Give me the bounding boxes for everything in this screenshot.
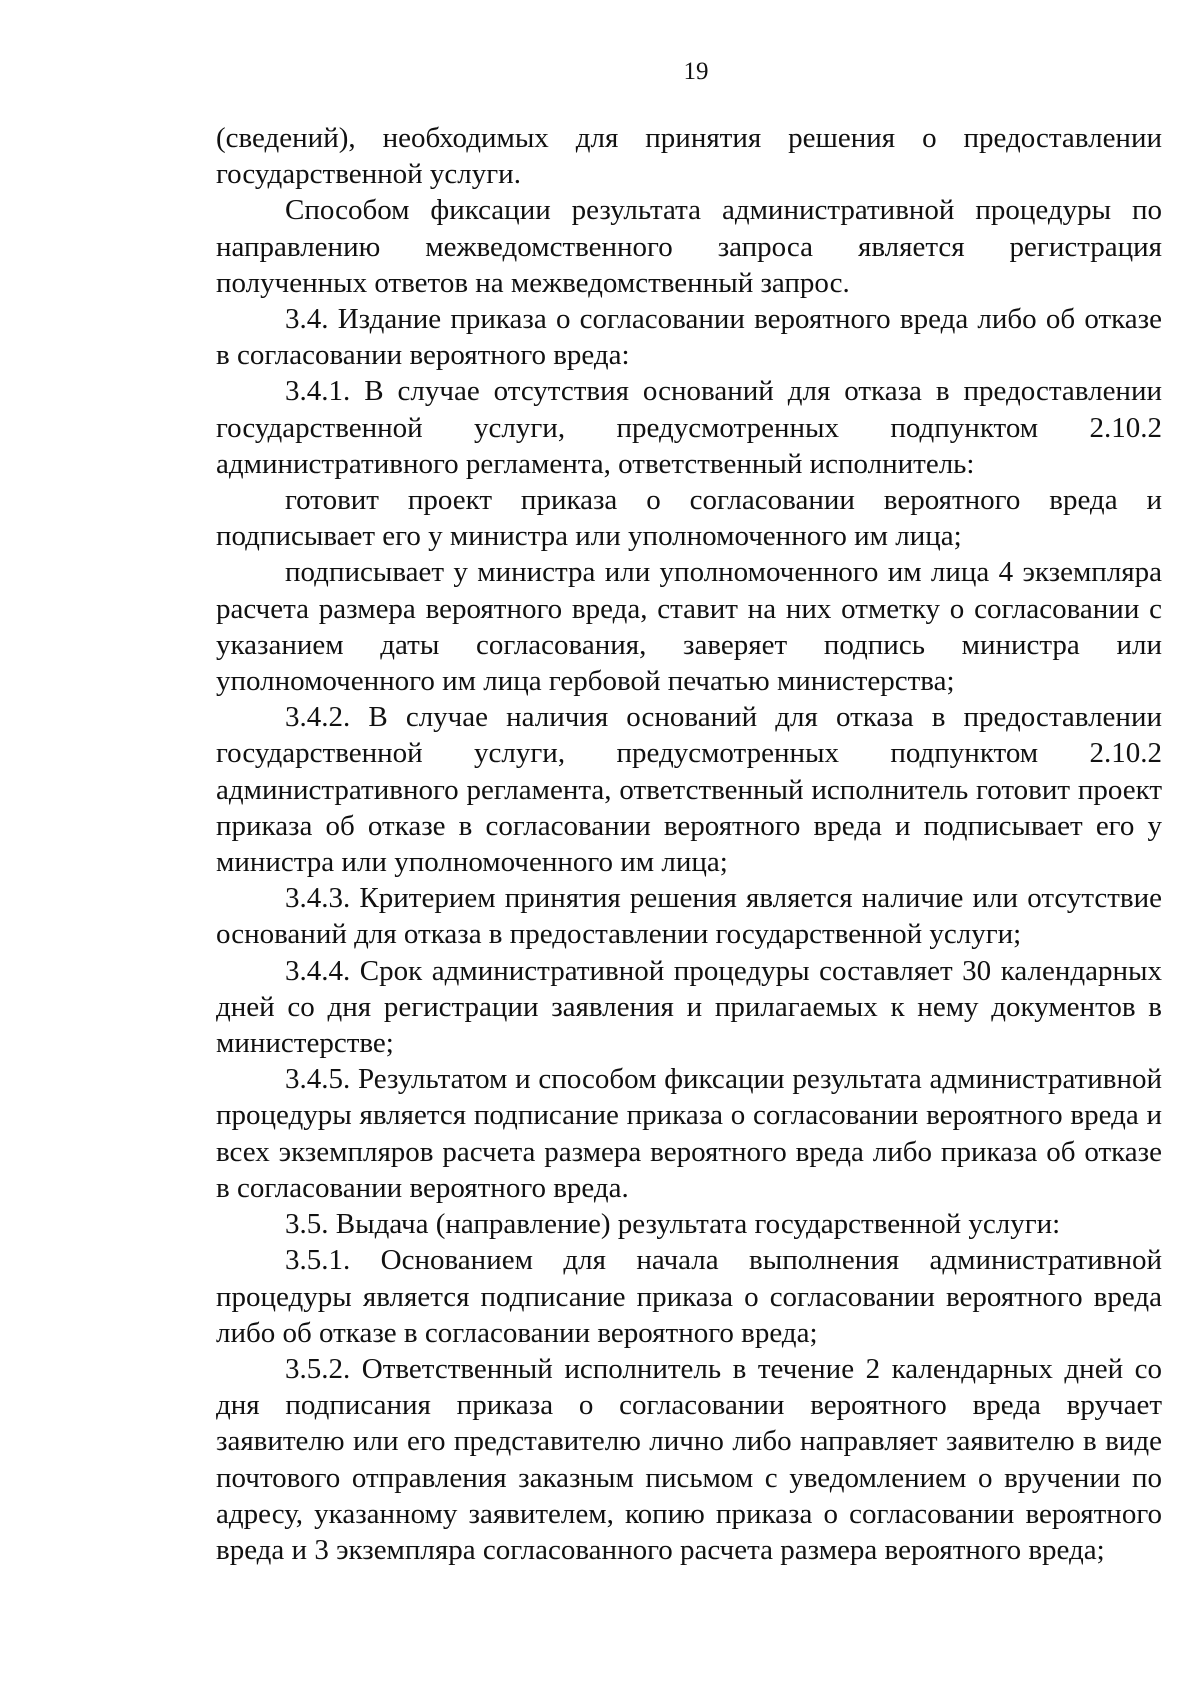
paragraph: подписывает у министра или уполномоченного им лица 4 экземпляра расчета размера вероятного вреда, ставит на них отметку о согласовании с указанием даты согласования, заверяет подпись министра или уполномоченного им лица гербовой печатью министерства; — [216, 556, 1162, 698]
paragraph: 3.4.2. В случае наличия оснований для отказа в предоставлении государственной услуги, предусмотренных подпунктом 2.10.2 административного регламента, ответственный исполнитель готовит проект приказа об отказе в согласовании вероятного вреда и подписывает его у министра или уполномоченного им лица; — [216, 701, 1162, 879]
paragraph: 3.5.1. Основанием для начала выполнения административной процедуры является подписание приказа о согласовании вероятного вреда либо об отказе в согласовании вероятного вреда; — [216, 1244, 1162, 1349]
paragraph: 3.5.2. Ответственный исполнитель в течение 2 календарных дней со дня подписания приказа о согласовании вероятного вреда вручает заявителю или его представителю лично либо направляет заявителю в виде почтового отправления заказным письмом с уведомлением о вручении по адресу, указанному заявителем, копию приказа о согласовании вероятного вреда и 3 экземпляра согласованного расчета размера вероятного вреда; — [216, 1352, 1162, 1566]
paragraph: 3.4.4. Срок административной процедуры составляет 30 календарных дней со дня регистрации заявления и прилагаемых к нему документов в министерстве; — [216, 954, 1162, 1060]
paragraph: (сведений), необходимых для принятия решения о предоставлении государственной услуги. — [216, 122, 1162, 191]
paragraph: 3.4.3. Критерием принятия решения является наличие или отсутствие оснований для отказа в предоставлении государственной услуги; — [216, 882, 1162, 951]
page-number: 19 — [683, 58, 709, 85]
paragraph: 3.4.1. В случае отсутствия оснований для отказа в предоставлении государственной услуги, предусмотренных подпунктом 2.10.2 административного регламента, ответственный исполнитель: — [216, 375, 1162, 480]
paragraph: 3.5. Выдача (направление) результата государственной услуги: — [285, 1208, 1061, 1241]
paragraph: Способом фиксации результата административной процедуры по направлению межведомственного запроса является регистрация полученных ответов на межведомственный запрос. — [216, 194, 1162, 299]
paragraph: 3.4. Издание приказа о согласовании вероятного вреда либо об отказе в согласовании вероятного вреда: — [216, 303, 1162, 372]
paragraph: 3.4.5. Результатом и способом фиксации результата административной процедуры является подписание приказа о согласовании вероятного вреда и всех экземпляров расчета размера вероятного вреда либо приказа об отказе в согласовании вероятного вреда. — [216, 1063, 1162, 1204]
document-body — [216, 120, 1162, 1568]
paragraph: готовит проект приказа о согласовании вероятного вреда и подписывает его у министра или уполномоченного им лица; — [216, 484, 1162, 553]
